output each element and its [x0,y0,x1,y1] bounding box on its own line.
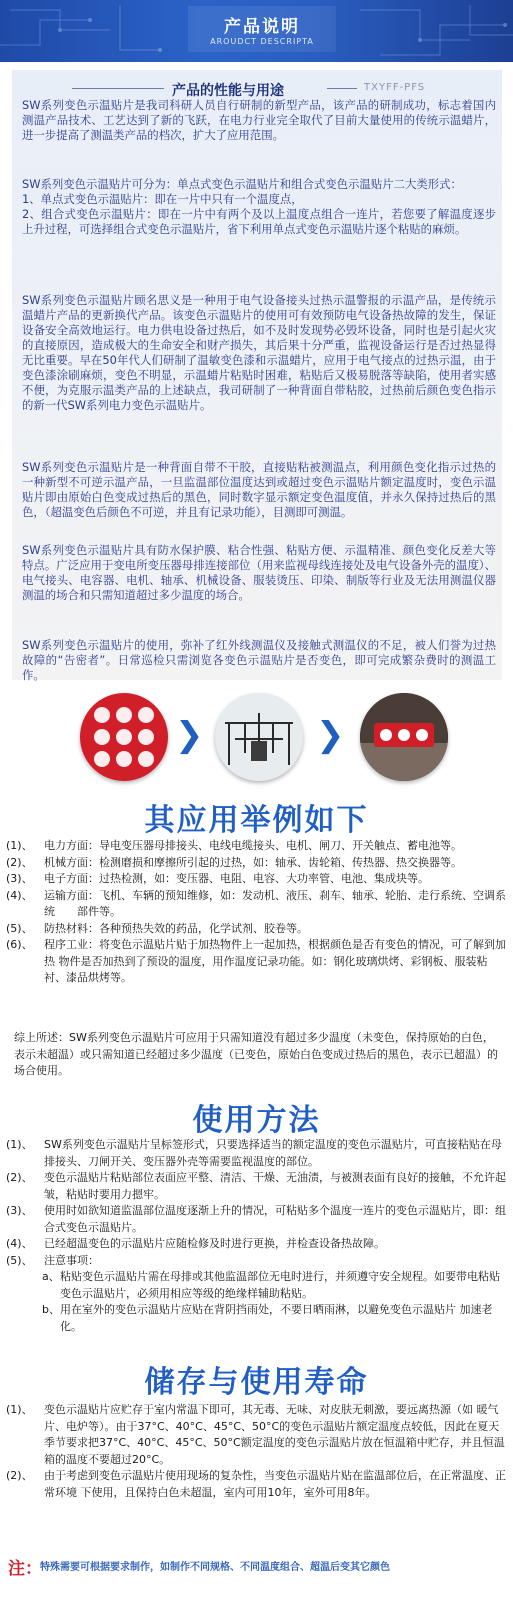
applications-heading: 其应用举例如下 [144,803,369,838]
storage-list [6,1402,506,1501]
header-title-box [188,6,336,52]
list-item: (6)、 程序工业：将变色示温贴片贴于加热物件上一起加热，根据颜色是否有变色的情况，可了解到加热 物件是否加热到了预设的温度，用作温度记录功能。如：钢化玻璃烘烤、彩钢板、服装粘衬、漆品烘烤等。 [6,938,506,984]
intro-heading-row [12,76,502,100]
list-item: (2)、 变色示温贴片粘贴部位表面应平整、清洁、干燥、无油渍，与被测表面有良好的接触，不允许起皱，粘贴时要用力摁牢。 [6,1171,506,1201]
list-item: (4)、 已经超温变色的示温贴片应随检修及时进行更换，并检查设备热故障。 [6,1237,385,1250]
note-item: b、 用在室外的变色示温贴片应贴在背阴挡雨处，不要日晒雨淋，以避免变色示温贴片 加速老化。 [42,1303,493,1333]
applied-sticker-photo [360,693,448,781]
list-item: (5)、 防热材料：各种预热失效的药品，化学试剂、胶卷等。 [6,921,308,935]
chevron-right-icon: ❯ [175,715,204,755]
product-photo-strip [0,685,513,790]
intro-paragraph: SW系列变色示温贴片顾名思义是一种用于电气设备接头过热示温警报的示温产品，是传统示温蜡片产品的更新换代产品。该变色示温贴片的使用可有效预防电气设备热故障的发生，保证设备安全高效地运行。电力供电设备过热后，如不及时发现势必毁坏设备，同时也是引起火灾的直接原因，造成极大的生命安全和财产损失，其后果十分严重，监视设备运行是否过热显得无比重要。早在50年代人们研制了温敏变色漆和示温蜡片，应用于电气接点的过热示温，由于变色漆涂刷麻烦，变色不明显，示温蜡片粘贴时困难，粘贴后又极易脱落等缺陷，使用者实感不便，为克服示温类产品的上述缺点，我司研制了一种背面自带粘胶，过热前后颜色变色指示的新一代SW系列电力变色示温贴片。 [22,293,496,412]
usage-list [6,1137,506,1335]
intro-title: 产品的性能与用途 [172,83,284,99]
intro-paragraph: SW系列变色示温贴片的使用，弥补了红外线测温仪及接触式测温仪的不足，被人们誉为过热故障的“告密者”。日常巡检只需浏览各变色示温贴片是否变色，即可完成繁杂费时的测温工作。 [22,638,496,682]
intro-panel [12,70,502,680]
intro-paragraph: SW系列变色示温贴片是我司科研人员自行研制的新型产品，该产品的研制成功，标志着国内测温产品技术、工艺达到了新的飞跃，在电力行业完全取代了目前大量使用的传统示温蜡片，进一步提高了测温类产品的档次，扩大了应用范围。 [22,98,496,142]
list-item: (1)、 电力方面：导电变压器母排接头、电线电缆接头、电机、闸刀、开关触点、蓄电池等。 [6,839,462,852]
note-label: 注： [8,1559,42,1579]
sticker-sheet-photo [80,693,168,781]
intro-paragraph: SW系列变色示温贴片可分为：单点式变色示温贴片和组合式变色示温贴片二大类形式： 1、单点式变色示温贴片：即在一片中只有一个温度点， 2、组合式变色示温贴片：即在一片中有两个及以上温度点组合一连片，若您要了解温度逐步上升过程，可选择组合式变色示温贴片，省下利用单点式变色示温贴片逐个粘贴的麻烦。 [22,177,496,236]
list-item: (5)、 注意事项： [6,1253,99,1267]
note-item: a、 粘贴变色示温贴片需在母排或其他监温部位无电时进行，并须遵守安全规程。如要带电粘贴变色示温贴片，必须用相应等级的绝缘样辅助粘贴。 [42,1270,500,1300]
applications-list [6,838,506,987]
heading-rule-left [72,88,164,89]
applications-summary: 综上所述：SW系列变色示温贴片可应用于只需知道没有超过多少温度（未变色，保持原始的白色，表示未超温）或只需知道已经超过多少温度（已变色，原始白色变成过热后的黑色，表示已超温）的场合使用。 [14,1031,498,1077]
heading-rule-right [327,88,357,89]
list-item: (4)、 运输方面：飞机、车辆的预知维修，如：发动机、液压、刹车、轴承、轮胎、走行系统、空调系统 部件等。 [6,888,506,918]
page-title: 产品说明 [224,17,300,37]
list-item: (2)、 机械方面：检测磨损和摩擦所引起的过热，如：轴承、齿轮箱、传热器、热交换器等。 [6,855,462,869]
list-item: (1)、 变色示温贴片应贮存于室内常温下即可，其无毒、无味、对皮肤无刺激，要远离热源（如 暖气片、电炉等）。由于37°C、40°C、45°C、50°C的变色示温贴片额定温度点较低，因此在夏天季节要求把37°C、40°C、45°C、50°C额定温度的变色示温贴片放在恒温箱中贮存，并且恒温箱的温度不要超过20°C。 [6,1403,505,1466]
usage-heading: 使用方法 [192,1103,321,1138]
list-item: (3)、 使用时如欲知道监温部位温度逐渐上升的情况，可粘贴多个温度一连片的变色示温贴片，即：组合式变色示温贴片。 [6,1204,506,1234]
intro-code: TXYFF-PFS [364,82,426,93]
chevron-right-icon: ❯ [316,715,345,755]
intro-paragraph: SW系列变色示温贴片是一种背面自带不干胶，直接贴粘被测温点，利用颜色变化指示过热的一种新型不可逆示温产品，一旦监温部位温度达到或超过变色示温贴片额定温度时，变色示温贴片即由原始白色变成过热后的黑色，同时数字显示额定变色温度值，并永久保持过热后的黑色，（超温变色后颜色不可逆，并且有记录功能），目测即可测温。 [22,460,496,519]
list-item: (2)、 由于考虑到变色示温贴片使用现场的复杂性，当变色示温贴片贴在监温部位后，在正常温度、正常环境 下使用，且保持白色未超温，室内可用10年，室外可用8年。 [6,1469,506,1499]
note-text: 特殊需要可根据要求制作，如制作不同规格、不同温度组合、超温后变其它颜色 [40,1562,390,1573]
header-banner [0,0,513,62]
storage-heading: 储存与使用寿命 [144,1365,369,1400]
list-item: (1)、 SW系列变色示温贴片呈标签形式，只要选择适当的额定温度的变色示温贴片，可直接粘贴在母排接头、刀闸开关、变压器外壳等需要监视温度的部位。 [6,1138,502,1168]
page-subtitle: AROUDCT DESCRIPTA [210,37,314,46]
substation-photo [215,693,303,781]
list-item: (3)、 电子方面：过热检测，如：变压器、电阻、电容、大功率管、电池、集成块等。 [6,872,429,885]
intro-paragraph: SW系列变色示温贴片具有防水保护膜、粘合性强、粘贴方便、示温精准、颜色变化反差大等特点。广泛应用于变电所变压器母排连接部位（用来监视母线连接处及电气设备外壳的温度）、电气接头、电容器、电机、轴承、机械设备、服装烫压、印染、制版等行业及无法用测温仪器测温的场合和只需知道超过多少温度的场合。 [22,543,496,602]
